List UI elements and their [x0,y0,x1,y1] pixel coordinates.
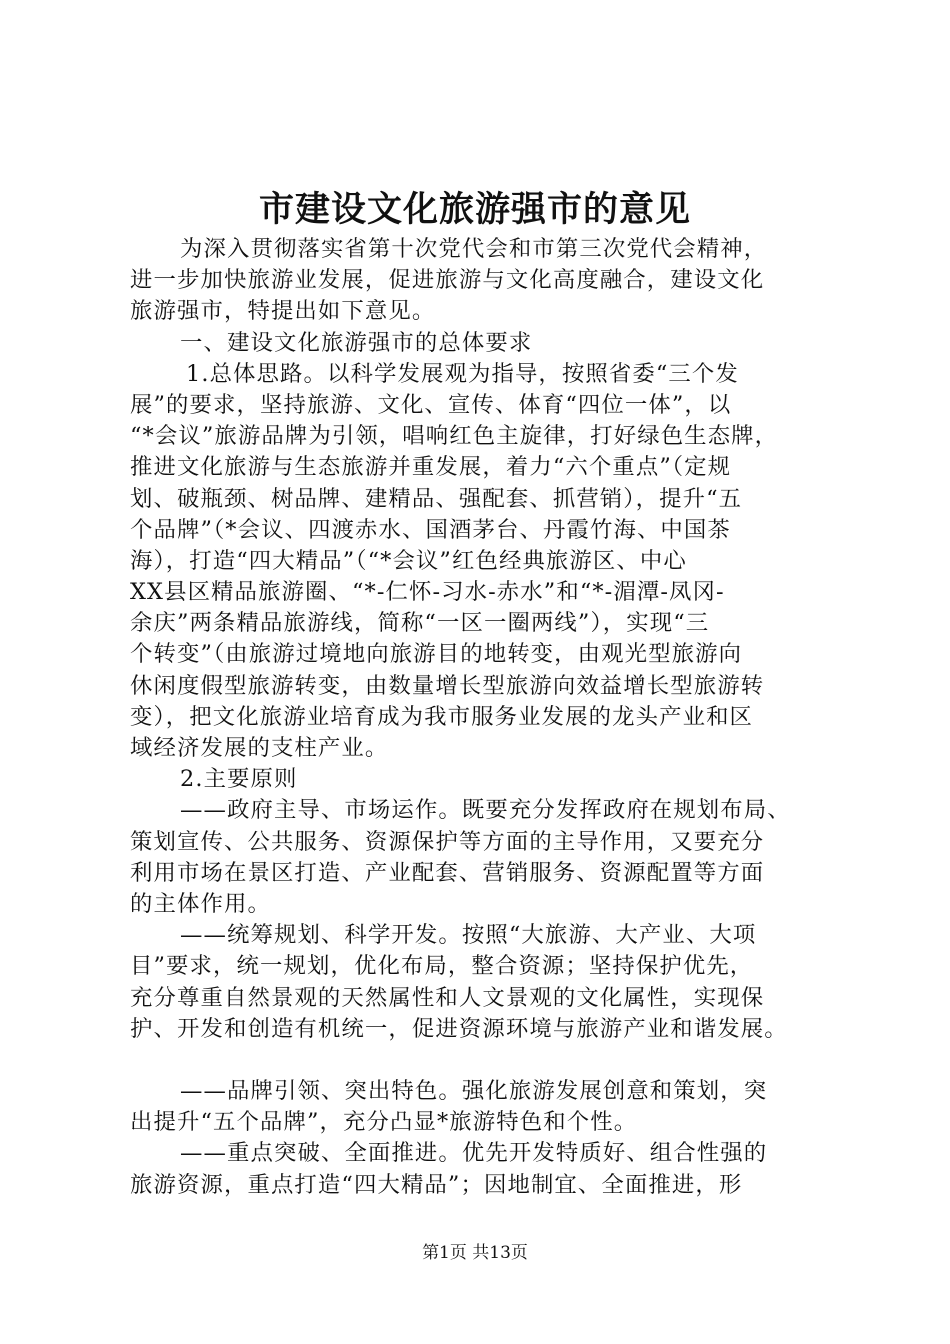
text-line: ——品牌引领、突出特色。强化旅游发展创意和策划，突 [180,1078,768,1105]
page-footer: 第1页 共13页 [422,1243,528,1263]
text-line: 充分尊重自然景观的天然属性和人文景观的文化属性，实现保 [130,984,765,1011]
text-line: 海），打造“四大精品”（“*会议”红色经典旅游区、中心 [130,547,687,574]
text-line: 目”要求，统一规划，优化布局，整合资源；坚持保护优先， [130,953,754,980]
text-line: ——统筹规划、科学开发。按照“大旅游、大产业、大项 [180,922,757,949]
text-line: 出提升“五个品牌”，充分凸显*旅游特色和个性。 [130,1109,638,1136]
text-line: 个品牌”（*会议、四渡赤水、国酒茅台、丹霞竹海、中国茶 [130,516,731,543]
text-line: 护、开发和创造有机统一，促进资源环境与旅游产业和谐发展。 [130,1015,788,1042]
text-line: 推进文化旅游与生态旅游并重发展，着力“六个重点”（定规 [130,454,732,481]
text-line: ——重点突破、全面推进。优先开发特质好、组合性强的 [180,1140,768,1167]
text-line: 利用市场在景区打造、产业配套、营销服务、资源配置等方面 [130,859,765,886]
text-line: 旅游资源，重点打造“四大精品”；因地制宜、全面推进，形 [130,1171,743,1198]
text-line: 进一步加快旅游业发展，促进旅游与文化高度融合，建设文化 [130,267,765,294]
text-line: 休闲度假型旅游转变，由数量增长型旅游向效益增长型旅游转 [130,672,765,699]
text-line: 旅游强市，特提出如下意见。 [130,298,436,325]
text-line: ——政府主导、市场运作。既要充分发挥政府在规划布局、 [180,797,791,824]
text-line: 展”的要求，坚持旅游、文化、宣传、体育“四位一体”，以 [130,391,732,418]
text-line: XX县区精品旅游圈、“*-仁怀-习水-赤水”和“*-湄潭-凤冈- [130,579,725,606]
document-title: 市建设文化旅游强市的意见 [258,189,691,230]
document-body [130,234,836,1201]
text-line: 个转变”（由旅游过境地向旅游目的地转变，由观光型旅游向 [130,641,743,668]
text-line: 策划宣传、公共服务、资源保护等方面的主导作用，又要充分 [130,828,765,855]
text-line: 为深入贯彻落实省第十次党代会和市第三次党代会精神， [180,236,768,262]
text-line: “*会议”旅游品牌为引领，唱响红色主旋律，打好绿色生态牌， [130,423,779,450]
text-line: 的主体作用。 [130,890,271,917]
text-line: 一、建设文化旅游强市的总体要求 [180,329,533,356]
text-line: 域经济发展的支柱产业。 [130,735,389,761]
text-line: 变），把文化旅游业培育成为我市服务业发展的龙头产业和区 [130,703,754,730]
blank-line [130,1045,836,1076]
text-line: 2.主要原则 [180,766,298,793]
text-line: 1.总体思路。以科学发展观为指导，按照省委“三个发 [186,360,739,387]
text-line: 余庆”两条精品旅游线，简称“一区一圈两线”），实现“三 [130,610,710,637]
text-line: 划、破瓶颈、树品牌、建精品、强配套、抓营销），提升“五 [130,485,743,512]
